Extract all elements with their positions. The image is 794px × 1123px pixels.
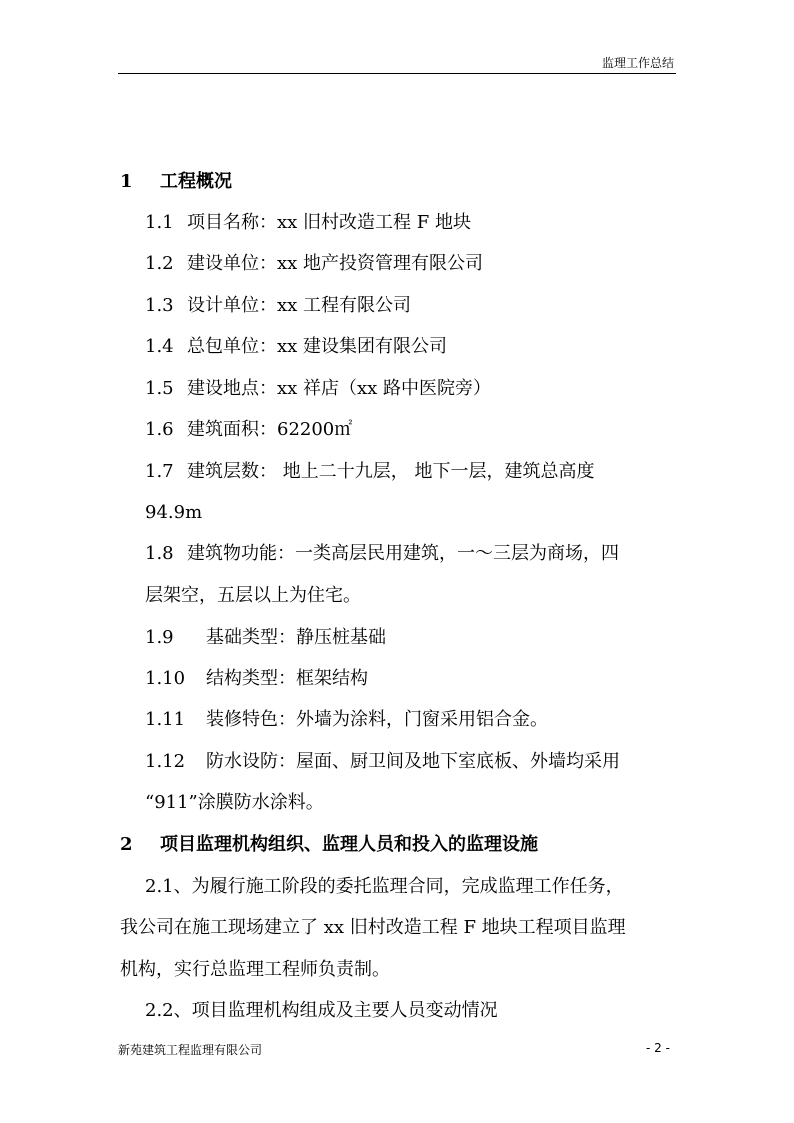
- item-1-3-num: 1.3: [145, 295, 174, 316]
- item-1-11-text: 装修特色：外墙为涂料，门窗采用铝合金。: [206, 709, 548, 730]
- item-1-8-cont: 层架空，五层以上为住宅。: [145, 585, 361, 606]
- item-1-2-num: 1.2: [145, 253, 174, 274]
- footer-page-number: - 2 -: [646, 1041, 670, 1055]
- footer-company: 新苑建筑工程监理有限公司: [118, 1043, 263, 1057]
- para-2-2: 2.2、项目监理机构组成及主要人员变动情况: [145, 1000, 498, 1021]
- item-1-7-cont: 94.9m: [145, 502, 203, 523]
- item-1-2-text: 建设单位：xx 地产投资管理有限公司: [187, 253, 484, 274]
- section-2-number: 2: [120, 834, 133, 855]
- item-1-12-cont: “911”涂膜防水涂料。: [145, 792, 324, 813]
- item-1-5-text: 建设地点：xx 祥店（xx 路中医院旁）: [187, 378, 492, 399]
- section-1-number: 1: [120, 171, 133, 192]
- item-1-12-num: 1.12: [145, 751, 186, 772]
- item-1-6-text: 建筑面积：62200㎡: [187, 419, 353, 440]
- item-1-7-num: 1.7: [145, 461, 174, 482]
- item-1-5-num: 1.5: [145, 378, 174, 399]
- header-title: 监理工作总结: [601, 56, 674, 70]
- item-1-10-text: 结构类型：框架结构: [206, 668, 368, 689]
- para-2-1-line-1: 2.1、为履行施工阶段的委托监理合同，完成监理工作任务，: [145, 876, 624, 897]
- item-1-9-text: 基础类型：静压桩基础: [206, 627, 386, 648]
- item-1-9-num: 1.9: [145, 627, 174, 648]
- section-2-title: 项目监理机构组织、监理人员和投入的监理设施: [160, 834, 538, 855]
- item-1-11-num: 1.11: [145, 709, 186, 730]
- item-1-8-text: 建筑物功能：一类高层民用建筑，一～三层为商场，四: [187, 543, 619, 564]
- item-1-8-num: 1.8: [145, 543, 174, 564]
- header-rule: [118, 73, 676, 74]
- item-1-4-num: 1.4: [145, 336, 174, 357]
- item-1-3-text: 设计单位：xx 工程有限公司: [187, 295, 412, 316]
- para-2-1-line-2: 我公司在施工现场建立了 xx 旧村改造工程 F 地块工程项目监理: [120, 917, 626, 938]
- item-1-1-num: 1.1: [145, 212, 174, 233]
- item-1-6-num: 1.6: [145, 419, 174, 440]
- item-1-7-text: 建筑层数： 地上二十九层， 地下一层，建筑总高度: [187, 461, 595, 482]
- item-1-1-text: 项目名称：xx 旧村改造工程 F 地块: [187, 212, 471, 233]
- item-1-4-text: 总包单位：xx 建设集团有限公司: [187, 336, 448, 357]
- para-2-1-line-3: 机构，实行总监理工程师负责制。: [120, 959, 390, 980]
- section-1-title: 工程概况: [160, 171, 232, 192]
- item-1-12-text: 防水设防：屋面、厨卫间及地下室底板、外墙均采用: [206, 751, 620, 772]
- item-1-10-num: 1.10: [145, 668, 186, 689]
